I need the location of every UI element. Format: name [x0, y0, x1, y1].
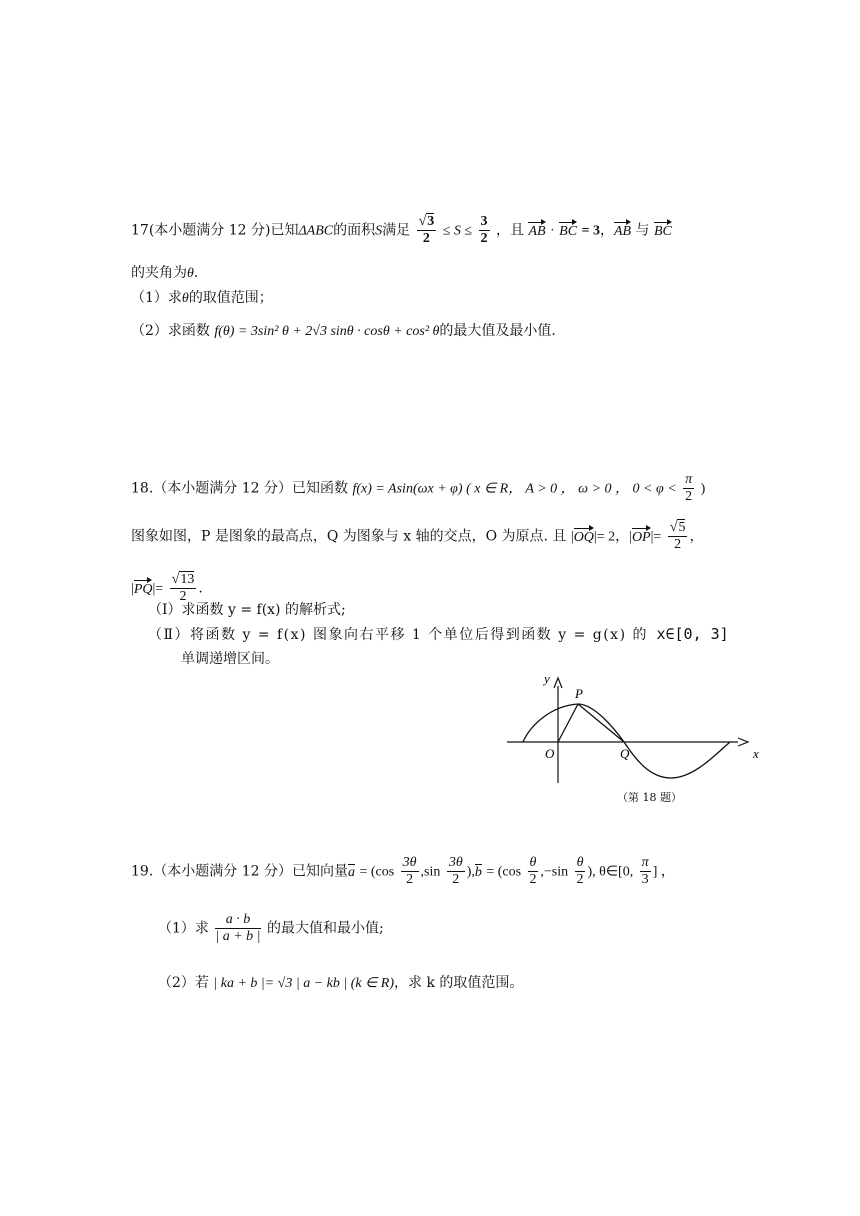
- p18-qII-text2: 单调递增区间。: [181, 651, 279, 667]
- fig-label-p: P: [575, 686, 583, 701]
- p17-fraction-upper: [479, 214, 490, 247]
- p19-n5: π: [640, 855, 651, 872]
- p18-den13: 2: [179, 589, 187, 605]
- p18-l3-eq: |=: [152, 581, 164, 597]
- p18-line2: 图象如图，P 是图象的最高点，Q 为图象与 x 轴的交点，O 为原点. 且 |OQ|= 2，|OP|= $\frac{√5}{2}$ ，: [131, 520, 704, 553]
- p17-q1-theta: θ: [181, 291, 189, 306]
- p19-n4: θ: [575, 855, 586, 872]
- segment-pq: [578, 704, 624, 742]
- p18-question-II: [148, 627, 729, 642]
- p18-close: ): [700, 481, 706, 497]
- p17-yu: 与: [635, 222, 650, 239]
- p17-equals-3: = 3: [581, 223, 600, 239]
- p19-q1-text: 的最大值和最小值;: [266, 920, 384, 937]
- fig-label-y: y: [544, 671, 550, 686]
- p17-den2: 2: [480, 231, 488, 247]
- p18-vector-pq: PQ: [134, 579, 153, 597]
- p19-eq-b: = (cos: [486, 864, 522, 880]
- segment-op: [558, 704, 578, 742]
- p17-line1: [131, 214, 672, 247]
- p17-num1: 3: [427, 214, 435, 229]
- p19-q1-label: （1）求: [158, 920, 209, 937]
- p17-dot: ·: [550, 223, 555, 239]
- p17-q1-label: （1）求: [131, 290, 182, 306]
- p17-theta: θ: [187, 266, 194, 281]
- p19-d5: 3: [641, 872, 649, 888]
- p18-question-I: [148, 603, 346, 617]
- p19-end2: ] ，: [652, 864, 675, 880]
- p19-n3: θ: [528, 855, 539, 872]
- p18-sqrt13-over-2: $\frac{√13}{2}$: [171, 572, 195, 605]
- p18-sqrt5-over-2: $\frac{√5}{2}$: [669, 520, 686, 553]
- p17-num2: 3: [479, 214, 490, 231]
- p18-den5: 2: [674, 537, 682, 553]
- p19-end: ), θ∈[0,: [587, 864, 634, 880]
- p18-sqrt5: 5: [678, 520, 686, 535]
- p18-pq-bar: |: [131, 581, 134, 597]
- p19-line1: [131, 855, 675, 888]
- p19-eq-a: = (cos: [359, 864, 395, 880]
- p19-q2-text: ，求 k 的取值范围。: [394, 975, 524, 991]
- p17-q2-formula: f(θ) = 3sin² θ + 2√3 sinθ · cosθ + cos² θ: [214, 324, 440, 339]
- p18-pi: π: [683, 472, 694, 489]
- p18-vector-op: OP: [632, 527, 651, 545]
- p19-d4: 2: [576, 872, 584, 888]
- p19-d3: 2: [529, 872, 537, 888]
- p18-function: f(x) = Asin(ωx + φ) ( x ∈ R， A > 0 ， ω > 0 ， 0 < φ <: [352, 481, 677, 497]
- p18-qII-text: （Ⅱ）将函数 y = f(x) 图象向右平移 1 个单位后得到函数 y = g(x) 的: [148, 627, 648, 643]
- p18-l2-eq2: |=: [650, 529, 662, 545]
- p19-question-1: [158, 912, 384, 945]
- p17-triangle: ΔABC: [298, 223, 334, 239]
- p17-vector-ab: AB: [528, 221, 545, 239]
- p19-n1: 3θ: [401, 855, 419, 872]
- p18-two: 2: [685, 489, 693, 505]
- p18-figure-caption: [617, 792, 682, 803]
- sine-curve: [523, 704, 730, 778]
- p19-q1-den: | a + b |: [215, 929, 261, 945]
- p18-l2-eq: |= 2，|: [593, 529, 632, 545]
- p19-vector-a: a: [347, 864, 355, 880]
- p19-question-2: [158, 976, 523, 991]
- p19-q1-fraction: [215, 912, 260, 945]
- p18-pi-over-2: [683, 472, 694, 505]
- p19-vector-b: b: [474, 864, 482, 880]
- p17-text3: ，且: [496, 222, 524, 239]
- p18-head: 18.（本小题满分 12 分）已知函数: [131, 480, 348, 497]
- fig-label-q: Q: [620, 746, 630, 761]
- p18-l2-comma: ，: [689, 528, 704, 545]
- p19-n2: 3θ: [447, 855, 465, 872]
- p19-d1: 2: [406, 872, 414, 888]
- p18-l3-period: .: [198, 580, 203, 597]
- p17-question-1: [131, 291, 273, 306]
- p19-head: 19.（本小题满分 12 分）已知向量: [131, 863, 348, 880]
- p18-line3: [131, 572, 203, 605]
- p17-q2-label: （2）求函数: [131, 323, 210, 339]
- p17-period: .: [193, 265, 199, 281]
- p19-sin: ,sin: [420, 864, 441, 880]
- p18-qI-text: （Ⅰ）求函数 y = f(x) 的解析式;: [148, 602, 346, 618]
- p17-vector-ab-2: AB: [614, 221, 631, 239]
- p17-text1: 的面积: [333, 222, 376, 239]
- p19-mid: ),: [466, 864, 475, 880]
- p19-q2-formula: | ka + b |= √3 | a − kb | (k ∈ R): [213, 976, 395, 991]
- fig-label-o: O: [545, 746, 555, 761]
- p17-area-symbol: S: [375, 223, 383, 239]
- p17-inequality: ≤ S ≤: [442, 223, 473, 239]
- p19-d2: 2: [452, 872, 460, 888]
- p17-vector-bc: BC: [559, 221, 577, 239]
- p18-vector-oq: OQ: [574, 527, 594, 545]
- p18-caption-text: （第 18 题）: [617, 791, 682, 804]
- p18-question-II-cont: [181, 652, 279, 666]
- p19-q1-num: a · b: [215, 912, 260, 929]
- p17-fraction-lower: $\frac{√3}{2}$: [418, 214, 435, 247]
- p17-q2-text: 的最大值及最小值.: [439, 323, 556, 339]
- x-axis-arrow-icon: [738, 738, 748, 746]
- fig-label-x: x: [753, 746, 759, 761]
- p18-line1: [131, 472, 705, 505]
- p18-interval-tag: x∈[0, 3]: [656, 625, 729, 643]
- p17-text2: 满足: [382, 222, 411, 239]
- p17-den1: 2: [422, 231, 430, 247]
- p17-line2-text: 的夹角为: [131, 265, 187, 281]
- p17-question-2: [131, 324, 556, 339]
- p18-sqrt13: 13: [180, 572, 195, 587]
- p19-msin: ,−sin: [540, 864, 569, 880]
- p17-line2: [131, 266, 198, 281]
- p19-q2-label: （2）若: [158, 975, 209, 991]
- p17-q1-text: 的取值范围；: [188, 290, 273, 306]
- p17-vector-bc-2: BC: [654, 221, 672, 239]
- p18-l2-text: 图象如图，P 是图象的最高点，Q 为图象与 x 轴的交点，O 为原点. 且: [131, 528, 567, 545]
- p17-head: 17(本小题满分 12 分)已知: [131, 222, 299, 239]
- p17-comma: ，: [599, 222, 614, 239]
